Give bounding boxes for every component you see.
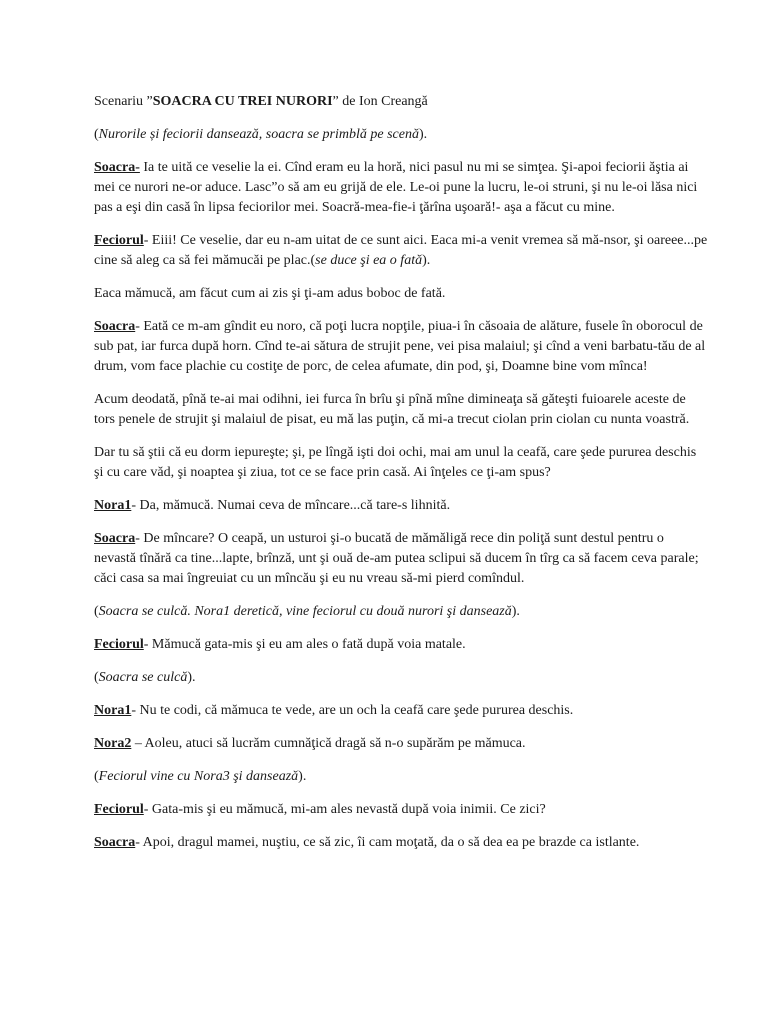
title-suffix: ” de Ion Creangă bbox=[332, 94, 428, 109]
stage-direction bbox=[94, 125, 708, 145]
document-title bbox=[94, 92, 708, 112]
title-prefix: Scenariu ” bbox=[94, 94, 153, 109]
dialogue-paragraph bbox=[94, 284, 708, 304]
dialogue-paragraph bbox=[94, 158, 708, 218]
paren-open: ( bbox=[94, 670, 99, 685]
dialogue-text: Eaca mămucă, am făcut cum ai zis şi ţi-am adus boboc de fată. bbox=[94, 286, 446, 301]
dialogue-text: - Eată ce m-am gîndit eu noro, că poţi lucra nopţile, piua-i în căsoaia de alăture, fusele în oborocul de sub pat, iar furca după horn. Cînd te-ai sătura de strujit pene, vei pisa malaiul; şi cînd a veni barbatu-tău de al drum, vom face plachie cu costiţe de porc, de celea afumate, din pod, şi, Doamne bine vom mînca! bbox=[94, 319, 706, 374]
stage-direction bbox=[94, 668, 708, 688]
paren-close: ). bbox=[422, 253, 431, 268]
paren-close: ). bbox=[418, 127, 428, 142]
paren-close: ). bbox=[298, 769, 307, 784]
speaker-label: Nora2 bbox=[94, 736, 132, 751]
dialogue-paragraph bbox=[94, 496, 708, 516]
paren-open: ( bbox=[94, 604, 99, 619]
speaker-label: Soacra bbox=[94, 319, 136, 334]
dialogue-text: - Nu te codi, că mămuca te vede, are un och la ceafă care şede pururea deschis. bbox=[131, 703, 574, 718]
dialogue-paragraph bbox=[94, 317, 708, 377]
speaker-label: Soacra bbox=[94, 835, 136, 850]
paren-close: ). bbox=[511, 604, 520, 619]
stage-direction-text: Feciorul vine cu Nora3 şi dansează bbox=[98, 769, 299, 784]
paren-open: ( bbox=[94, 769, 99, 784]
dialogue-paragraph bbox=[94, 443, 708, 483]
dialogue-text: Dar tu să ştii că eu dorm iepureşte; şi, pe lîngă işti doi ochi, mai am unul la ceafă, care şede pururea deschis şi cu care văd, şi noaptea şi ziua, tot ce se face prin casă. Ai înţeles ce ţi-am spus? bbox=[94, 445, 697, 480]
stage-direction-text: Nurorile și feciorii dansează, soacra se primblă pe scenă bbox=[98, 127, 419, 142]
stage-direction-text: Soacra se culcă bbox=[98, 670, 188, 685]
dialogue-paragraph bbox=[94, 701, 708, 721]
stage-direction bbox=[94, 602, 708, 622]
dialogue-paragraph bbox=[94, 833, 708, 853]
dialogue-text: - Da, mămucă. Numai ceva de mîncare...că tare-s lihnită. bbox=[131, 498, 451, 513]
dialogue-paragraph bbox=[94, 635, 708, 655]
dialogue-text: Acum deodată, pînă te-ai mai odihni, iei furca în brîu şi pînă mîne dimineaţa să găteşti fuioarele aceste de tors penele de strujit şi malaiul de pisat, eu mă las puţin, că mi-a trecut ciolan prin ciolan cu nunta voastră. bbox=[94, 392, 690, 427]
speaker-label: Feciorul bbox=[94, 637, 144, 652]
dialogue-text: - Apoi, dragul mamei, nuştiu, ce să zic, îi cam moţată, da o să dea ea pe brazde ca istlante. bbox=[135, 835, 640, 850]
dialogue-paragraph bbox=[94, 529, 708, 589]
dialogue-text: - Mămucă gata-mis şi eu am ales o fată după voia matale. bbox=[143, 637, 466, 652]
dialogue-text: – Aoleu, atuci să lucrăm cumnăţică dragă să n-o supărăm pe mămuca. bbox=[131, 736, 526, 751]
speaker-label: Nora1 bbox=[94, 498, 132, 513]
dialogue-paragraph bbox=[94, 231, 708, 271]
inline-direction: se duce şi ea o fată bbox=[315, 253, 423, 268]
dialogue-paragraph bbox=[94, 734, 708, 754]
stage-direction-text: Soacra se culcă. Nora1 deretică, vine feciorul cu două nurori şi dansează bbox=[98, 604, 512, 619]
paren-close: ). bbox=[187, 670, 196, 685]
dialogue-text: - De mîncare? O ceapă, un usturoi şi-o bucată de mămăligă rece din poliţă sunt destul pentru o nevastă tînără ca tine...lapte, brînză, unt şi ouă de-am putea sclipui să ducem în tîrg ca să facem ceva parale; căci casa sa mai îngreuiat cu un mîncău şi eu nu vreau să-mi pierd comîndul. bbox=[94, 531, 699, 586]
speaker-label: Feciorul bbox=[94, 233, 144, 248]
speaker-label: Soacra bbox=[94, 531, 136, 546]
speaker-label: Feciorul bbox=[94, 802, 144, 817]
dialogue-text: - Gata-mis şi eu mămucă, mi-am ales nevastă după voia inimii. Ce zici? bbox=[143, 802, 546, 817]
dialogue-paragraph bbox=[94, 800, 708, 820]
speaker-label: Soacra- bbox=[94, 160, 140, 175]
dialogue-paragraph bbox=[94, 390, 708, 430]
stage-direction bbox=[94, 767, 708, 787]
dialogue-text: - Eiii! Ce veselie, dar eu n-am uitat de ce sunt aici. Eaca mi-a venit vremea să mă-nsor, şi oareee...pe cine să aleg ca să fei mămucăi pe plac.( bbox=[94, 233, 708, 268]
dialogue-text: Ia te uită ce veselie la ei. Cînd eram eu la horă, nici pasul nu mi se simţea. Şi-apoi feciorii ăştia ai mei ce nurori ne-or aduce. Lasc”o să am eu grijă de ele. Le-oi pune la lucru, le-oi struni, şi nu le-oi lăsa nici pas a eşi din casă în lipsa feciorilor mei. Soacră-mea-fie-i ţărîna uşoară!- aşa a făcut cu mine. bbox=[94, 160, 698, 215]
paren-open: ( bbox=[94, 127, 99, 142]
speaker-label: Nora1 bbox=[94, 703, 132, 718]
title-bold: SOACRA CU TREI NURORI bbox=[152, 94, 333, 109]
